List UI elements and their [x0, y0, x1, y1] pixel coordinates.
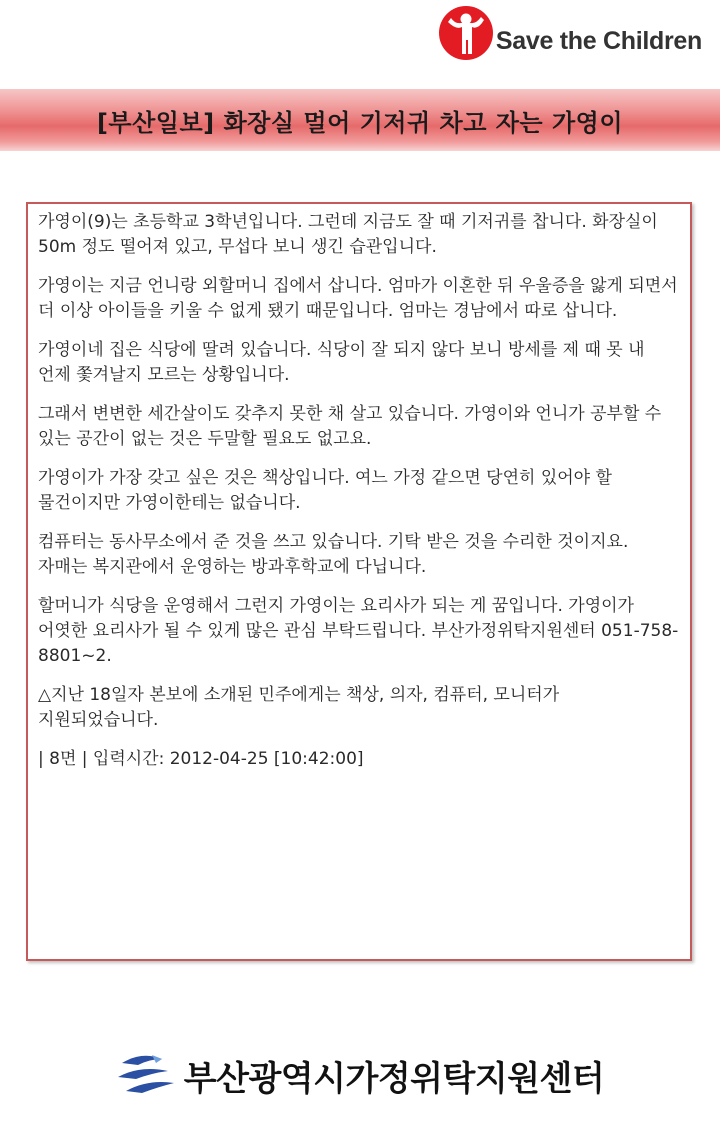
article-paragraph-3: 가영이네 집은 식당에 딸려 있습니다. 식당이 잘 되지 않다 보니 방세를 제 때 못 내 언제 쫓겨날지 모르는 상황입니다. — [38, 340, 645, 385]
child-emblem-icon — [438, 2, 494, 64]
article-paragraph-4: 그래서 변변한 세간살이도 갖추지 못한 채 살고 있습니다. 가영이와 언니가 공부할 수 있는 공간이 없는 것은 두말할 필요도 없고요. — [38, 404, 662, 449]
brand-name: Save the Children — [495, 26, 702, 55]
save-the-children-logo — [438, 2, 702, 64]
article-meta: | 8면 | 입력시간: 2012-04-25 [10:42:00] — [38, 749, 364, 769]
article-paragraph-6: 컴퓨터는 동사무소에서 준 것을 쓰고 있습니다. 기탁 받은 것을 수리한 것이지요. 자매는 복지관에서 운영하는 방과후학교에 다닙니다. — [38, 532, 629, 577]
article-paragraph-2: 가영이는 지금 언니랑 외할머니 집에서 삽니다. 엄마가 이혼한 뒤 우울증을 앓게 되면서 더 이상 아이들을 키울 수 없게 됐기 때문입니다. 엄마는 경남에서 따로 삽니다. — [38, 276, 678, 321]
busan-center-emblem-icon — [116, 1049, 178, 1101]
article-paragraph-5: 가영이가 가장 갖고 싶은 것은 책상입니다. 여느 가정 같으면 당연히 있어야 할 물건이지만 가영이한테는 없습니다. — [38, 468, 612, 513]
article-title: [부산일보] 화장실 멀어 기저귀 차고 자는 가영이 — [96, 108, 624, 137]
footer — [0, 1040, 720, 1110]
article-paragraph-7: 할머니가 식당을 운영해서 그런지 가영이는 요리사가 되는 게 꿈입니다. 가영이가 어엿한 요리사가 될 수 있게 많은 관심 부탁드립니다. 부산가정위탁지원센터 051-758-8801~2. — [38, 596, 679, 666]
article-box — [26, 202, 692, 961]
title-band — [0, 89, 720, 151]
org-name: 부산광역시가정위탁지원센터 — [183, 1058, 605, 1099]
logo-bar — [0, 0, 720, 88]
article-paragraph-8: △지난 18일자 본보에 소개된 민주에게는 책상, 의자, 컴퓨터, 모니터가 지원되었습니다. — [38, 685, 560, 730]
article-paragraph-1: 가영이(9)는 초등학교 3학년입니다. 그런데 지금도 잘 때 기저귀를 찹니다. 화장실이 50m 정도 떨어져 있고, 무섭다 보니 생긴 습관입니다. — [38, 212, 658, 257]
